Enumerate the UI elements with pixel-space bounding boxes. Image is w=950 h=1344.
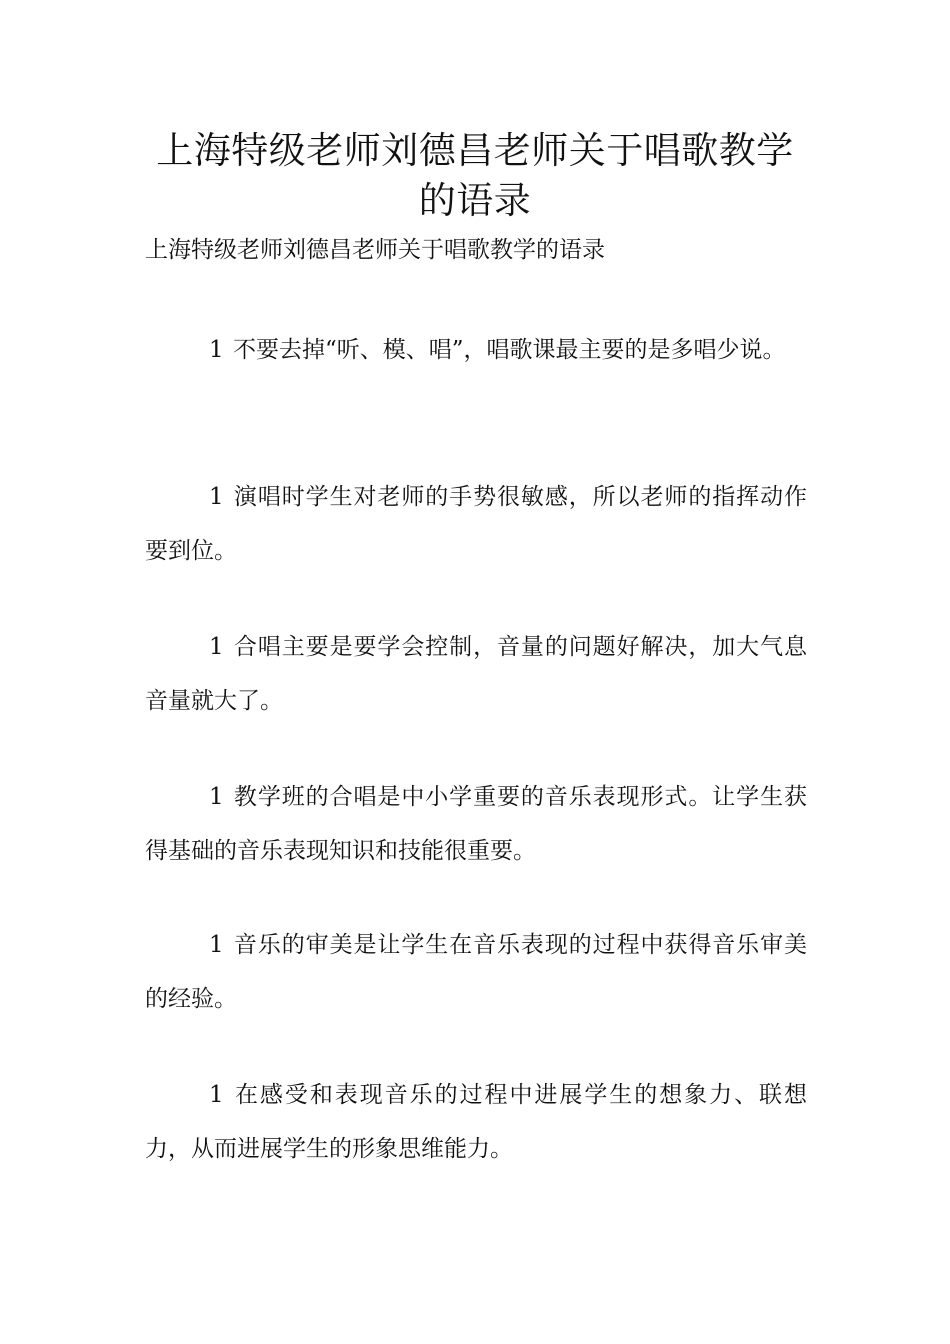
paragraph-number: 1 [209,1082,224,1108]
paragraph-number: 1 [209,484,224,510]
quote-paragraph-2 [145,470,807,578]
quote-paragraph-6 [145,1068,807,1176]
paragraph-number: 1 [209,634,224,660]
quote-paragraph-5 [145,918,807,1026]
quote-paragraph-1 [145,323,807,377]
paragraph-number: 1 [209,337,224,363]
document-subtitle: 上海特级老师刘德昌老师关于唱歌教学的语录 [145,237,605,263]
paragraph-number: 1 [209,932,224,958]
paragraph-text: 在感受和表现音乐的过程中进展学生的想象力、联想力，从而进展学生的形象思维能力。 [145,1082,807,1162]
paragraph-text: 合唱主要是要学会控制，音量的问题好解决，加大气息音量就大了。 [145,634,807,714]
paragraph-text: 教学班的合唱是中小学重要的音乐表现形式。让学生获得基础的音乐表现知识和技能很重要。 [145,784,807,864]
quote-paragraph-3 [145,620,807,728]
paragraph-text: 音乐的审美是让学生在音乐表现的过程中获得音乐审美的经验。 [145,932,807,1012]
paragraph-number: 1 [209,784,224,810]
quote-paragraph-4 [145,770,807,878]
paragraph-text: 演唱时学生对老师的手势很敏感，所以老师的指挥动作要到位。 [145,484,807,564]
paragraph-text: 不要去掉“听、模、唱”，唱歌课最主要的是多唱少说。 [233,337,786,363]
document-title: 上海特级老师刘德昌老师关于唱歌教学的语录 [156,129,794,222]
